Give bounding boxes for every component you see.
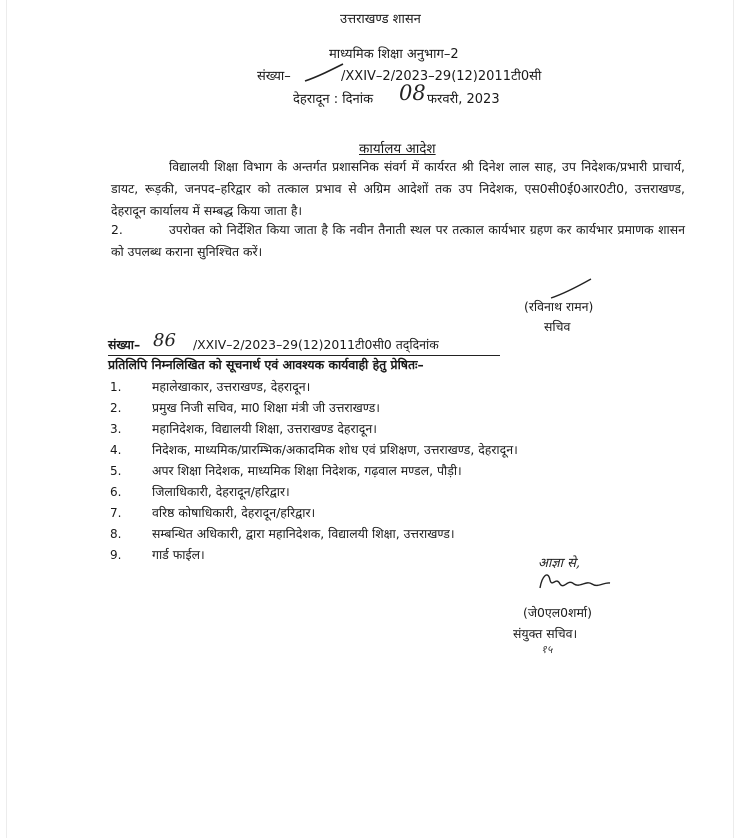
copy-ref-code: /XXIV–2/2023–29(12)2011टी0सी0 तद्‌दिनांक — [193, 337, 439, 352]
signatory2-designation: संयुक्त सचिव। — [513, 626, 578, 641]
header-ref-code: /XXIV–2/2023–29(12)2011टी0सी — [341, 69, 542, 84]
order-paragraph-1 — [111, 156, 685, 222]
copy-item-1-number: 1. — [110, 380, 122, 394]
initials-handwritten: १५ — [541, 643, 553, 656]
order-paragraph-2-text: उपरोक्त को निर्देशित किया जाता है कि नवीन तैनाती स्थल पर तत्काल कार्यभार ग्रहण कर कार्यभार प्रमाणक शासन को उपलब्ध कराना सुनिश्चित करें। — [111, 222, 685, 259]
header-date-day-handwritten: 08 — [399, 81, 426, 105]
header-date-rest: फरवरी, 2023 — [427, 92, 500, 107]
copy-intro: प्रतिलिपि निम्नलिखित को सूचनार्थ एवं आवश्यक कार्यवाही हेतु प्रेषितः– — [108, 357, 424, 372]
order-paragraph-1-text: विद्यालयी शिक्षा विभाग के अन्तर्गत प्रशासनिक संवर्ग में कार्यरत श्री दिनेश लाल साह, उप निदेशक/प्रभारी प्राचार्य, डायट, रूड़की, जनपद–हरिद्वार को तत्काल प्रभाव से अग्रिम आदेशों तक उप निदेशक, एस0सी0ई0आर0टी0, उत्तराखण्ड, देहरादून कार्यालय में सम्बद्ध किया जाता है। — [111, 159, 685, 218]
copy-item-1-text: महालेखाकार, उत्तराखण्ड, देहरादून। — [152, 379, 311, 394]
copy-item-6-text: जिलाधिकारी, देहरादून/हरिद्वार। — [152, 484, 290, 499]
order-paragraph-2 — [111, 219, 685, 263]
copy-item-9-number: 9. — [110, 548, 122, 562]
copy-item-6-number: 6. — [110, 485, 122, 499]
signatory1-name: (रविनाथ रामन) — [524, 299, 594, 314]
signature-joint-secretary — [534, 566, 614, 594]
copy-item-3-number: 3. — [110, 422, 122, 436]
header-date-prefix: देहरादून : दिनांक — [293, 92, 374, 107]
copy-item-2-number: 2. — [110, 401, 122, 415]
signatory2-name: (जे0एल0शर्मा) — [523, 605, 592, 620]
copy-item-3-text: महानिदेशक, विद्यालयी शिक्षा, उत्तराखण्ड देहरादून। — [152, 421, 377, 436]
copy-item-5-number: 5. — [110, 464, 122, 478]
copy-item-7-text: वरिष्ठ कोषाधिकारी, देहरादून/हरिद्वार। — [152, 505, 316, 520]
copy-item-8-number: 8. — [110, 527, 122, 541]
copy-ref-label: संख्या– — [108, 337, 141, 352]
by-order-handwritten: आज्ञा से, — [538, 556, 581, 571]
order-title: कार्यालय आदेश — [359, 141, 436, 157]
copy-item-4-number: 4. — [110, 443, 122, 457]
copy-item-2-text: प्रमुख निजी सचिव, मा0 शिक्षा मंत्री जी उत्तराखण्ड। — [152, 400, 381, 415]
header-org: उत्तराखण्ड शासन — [340, 12, 421, 27]
document-page — [6, 0, 734, 838]
header-ref-label: संख्या– — [257, 69, 291, 84]
copy-item-4-text: निदेशक, माध्यमिक/प्रारम्भिक/अकादमिक शोध एवं प्रशिक्षण, उत्तराखण्ड, देहरादून। — [152, 442, 518, 457]
copy-item-8-text: सम्बन्धित अधिकारी, द्वारा महानिदेशक, विद्यालयी शिक्षा, उत्तराखण्ड। — [152, 526, 455, 541]
order-paragraph-2-number: 2. — [111, 222, 123, 237]
signatory1-designation: सचिव — [544, 319, 571, 334]
copy-item-7-number: 7. — [110, 506, 122, 520]
copy-item-5-text: अपर शिक्षा निदेशक, माध्यमिक शिक्षा निदेशक, गढ़वाल मण्डल, पौड़ी। — [152, 463, 462, 478]
copy-ref-number-handwritten: 86 — [153, 330, 176, 351]
copy-item-9-text: गार्ड फाईल। — [152, 547, 205, 562]
header-section: माध्यमिक शिक्षा अनुभाग–2 — [329, 47, 459, 62]
